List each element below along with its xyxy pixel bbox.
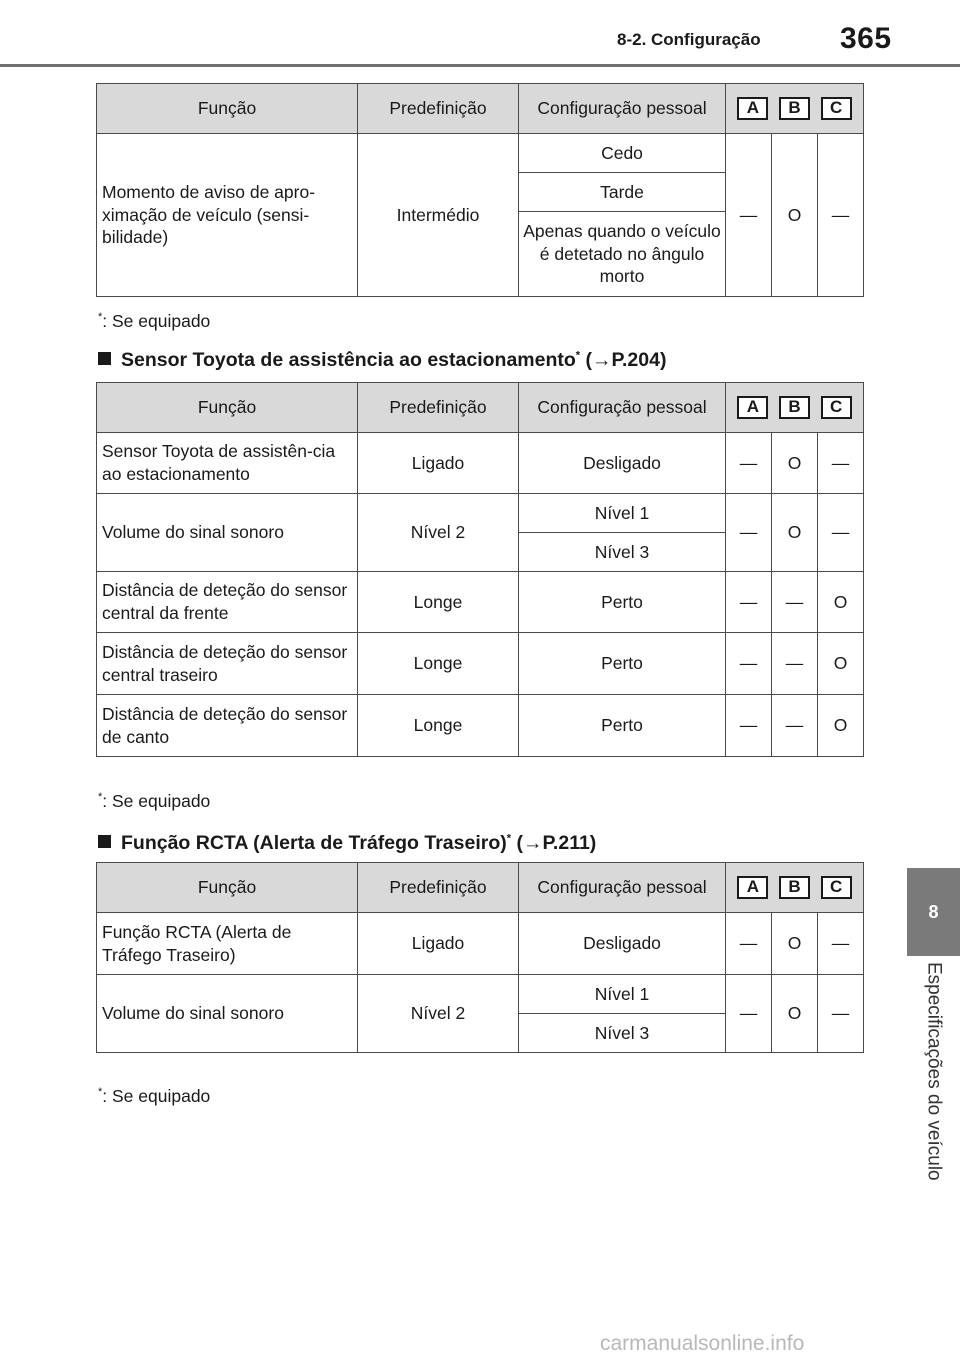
cell-b: —	[772, 695, 818, 757]
cell-predefinicao: Nível 2	[358, 975, 519, 1053]
cell-funcao: Distância de deteção do sensor central da frente	[97, 572, 358, 633]
cell-b: O	[772, 975, 818, 1053]
square-bullet-icon	[98, 835, 111, 848]
cell-c: —	[818, 134, 864, 297]
cell-c: —	[818, 913, 864, 975]
section-heading-parking-sensor	[98, 349, 666, 372]
heading-ref-open: (	[516, 832, 523, 854]
cell-config: Nível 1	[519, 975, 726, 1014]
cell-predefinicao: Longe	[358, 695, 519, 757]
footnote-text: : Se equipado	[102, 1086, 211, 1106]
header-a: A	[737, 97, 768, 120]
cell-c: O	[818, 572, 864, 633]
heading-title: Função RCTA (Alerta de Tráfego Traseiro)	[121, 832, 507, 854]
cell-config: Desligado	[519, 913, 726, 975]
table-row	[97, 975, 864, 1014]
cell-predefinicao: Longe	[358, 633, 519, 695]
cell-config: Nível 3	[519, 1014, 726, 1053]
cell-a: —	[726, 633, 772, 695]
header-c: C	[821, 396, 852, 419]
header-divider	[0, 64, 960, 67]
cell-config: Perto	[519, 695, 726, 757]
chapter-title-wrap	[907, 962, 960, 1224]
cell-b: O	[772, 433, 818, 494]
cell-predefinicao: Ligado	[358, 433, 519, 494]
table-header-row	[97, 383, 864, 433]
heading-ref-open: (	[585, 349, 592, 371]
header-configuracao: Configuração pessoal	[519, 383, 726, 433]
cell-c: —	[818, 975, 864, 1053]
cell-b: O	[772, 134, 818, 297]
cell-c: —	[818, 494, 864, 572]
section-title: 8-2. Configuração	[617, 30, 761, 49]
cell-b: O	[772, 494, 818, 572]
table-row	[97, 134, 864, 173]
cell-c: —	[818, 433, 864, 494]
cell-funcao: Volume do sinal sonoro	[97, 975, 358, 1053]
page-reference-link[interactable]: P.204)	[611, 349, 667, 371]
header-abc	[726, 863, 864, 913]
table-row	[97, 913, 864, 975]
cell-config: Nível 1	[519, 494, 726, 533]
cell-option: Apenas quando o veículo é detetado no ângulo morto	[519, 212, 726, 297]
cell-a: —	[726, 975, 772, 1053]
section-heading-rcta	[98, 832, 596, 855]
heading-mark: *	[575, 349, 581, 362]
header-c: C	[821, 97, 852, 120]
cell-c: O	[818, 695, 864, 757]
cell-config: Perto	[519, 633, 726, 695]
cell-b: —	[772, 572, 818, 633]
cell-config: Perto	[519, 572, 726, 633]
footnote	[98, 791, 210, 812]
watermark: carmanualsonline.info	[600, 1332, 805, 1355]
table-row	[97, 494, 864, 533]
cell-predefinicao: Nível 2	[358, 494, 519, 572]
cell-option: Cedo	[519, 134, 726, 173]
cell-a: —	[726, 134, 772, 297]
header-funcao: Função	[97, 84, 358, 134]
header-abc	[726, 84, 864, 134]
cell-b: O	[772, 913, 818, 975]
header-b: B	[779, 396, 810, 419]
header-predefinicao: Predefinição	[358, 383, 519, 433]
footnote-text: : Se equipado	[102, 311, 211, 331]
cell-config: Desligado	[519, 433, 726, 494]
footnote	[98, 1086, 210, 1107]
cell-funcao: Função RCTA (Alerta de Tráfego Traseiro)	[97, 913, 358, 975]
cell-predefinicao: Intermédio	[358, 134, 519, 297]
cell-funcao: Distância de deteção do sensor de canto	[97, 695, 358, 757]
page-reference-link[interactable]: P.211)	[542, 832, 597, 854]
header-abc	[726, 383, 864, 433]
chapter-title: Especificações do veículo	[923, 962, 945, 1181]
table-row	[97, 633, 864, 695]
settings-table-parking-sensor	[96, 382, 864, 757]
header-predefinicao: Predefinição	[358, 84, 519, 134]
square-bullet-icon	[98, 352, 111, 365]
heading-title: Sensor Toyota de assistência ao estacionamento	[121, 349, 576, 371]
header-b: B	[779, 876, 810, 899]
table-header-row	[97, 863, 864, 913]
header-a: A	[737, 876, 768, 899]
chapter-number: 8	[928, 901, 939, 922]
cell-predefinicao: Longe	[358, 572, 519, 633]
footnote-mark: *	[98, 1086, 103, 1099]
arrow-right-icon: →	[592, 349, 612, 371]
footnote-mark: *	[98, 791, 103, 804]
header-c: C	[821, 876, 852, 899]
table-row	[97, 433, 864, 494]
footnote	[98, 311, 210, 332]
header-predefinicao: Predefinição	[358, 863, 519, 913]
cell-config: Nível 3	[519, 533, 726, 572]
cell-funcao: Sensor Toyota de assistên-cia ao estacionamento	[97, 433, 358, 494]
table-row	[97, 695, 864, 757]
cell-b: —	[772, 633, 818, 695]
footnote-text: : Se equipado	[102, 791, 211, 811]
cell-funcao: Distância de deteção do sensor central traseiro	[97, 633, 358, 695]
heading-mark: *	[506, 832, 512, 845]
header-configuracao: Configuração pessoal	[519, 863, 726, 913]
cell-predefinicao: Ligado	[358, 913, 519, 975]
cell-funcao: Volume do sinal sonoro	[97, 494, 358, 572]
header-a: A	[737, 396, 768, 419]
settings-table-approach-warning	[96, 83, 864, 297]
header-configuracao: Configuração pessoal	[519, 84, 726, 134]
arrow-right-icon: →	[522, 832, 543, 854]
header-funcao: Função	[97, 383, 358, 433]
cell-funcao: Momento de aviso de apro-ximação de veículo (sensi-bilidade)	[97, 134, 358, 297]
page-number: 365	[840, 22, 892, 55]
table-header-row	[97, 84, 864, 134]
cell-a: —	[726, 572, 772, 633]
cell-a: —	[726, 913, 772, 975]
header-b: B	[779, 97, 810, 120]
cell-a: —	[726, 433, 772, 494]
cell-option: Tarde	[519, 173, 726, 212]
cell-a: —	[726, 695, 772, 757]
header-funcao: Função	[97, 863, 358, 913]
chapter-tab[interactable]	[907, 868, 960, 956]
cell-c: O	[818, 633, 864, 695]
table-row	[97, 572, 864, 633]
cell-a: —	[726, 494, 772, 572]
footnote-mark: *	[98, 311, 103, 324]
settings-table-rcta	[96, 862, 864, 1053]
